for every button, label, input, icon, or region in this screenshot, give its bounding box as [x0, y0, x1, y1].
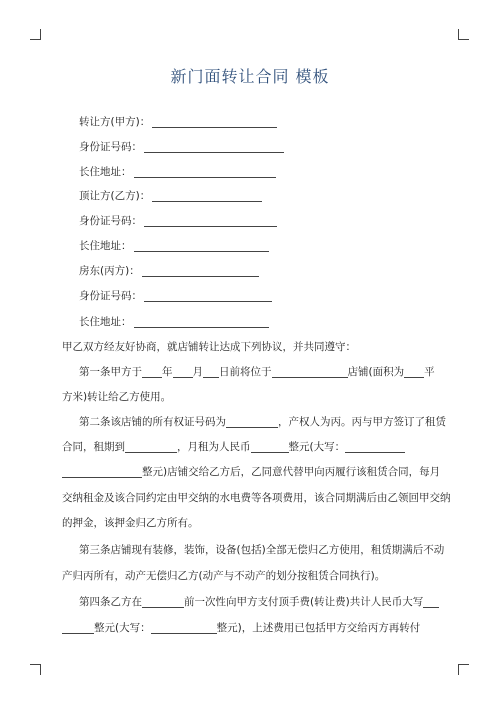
blank-line [144, 216, 277, 227]
blank-location [272, 367, 348, 378]
blank-line [134, 167, 276, 178]
blank-fee-uppercase-2 [151, 623, 217, 634]
field-label: 顶让方(乙方)： [79, 190, 151, 202]
blank-monthly-rent [251, 442, 289, 453]
blank-fee-amount [62, 623, 94, 634]
blank-day [203, 367, 219, 378]
crop-mark-bottom-left [30, 664, 41, 675]
crop-mark-bottom-right [458, 664, 469, 675]
blank-rent-uppercase [345, 442, 405, 453]
field-label: 身份证号码： [79, 215, 142, 227]
blank-month [173, 367, 193, 378]
crop-mark-top-right [458, 29, 469, 40]
field-label: 长住地址： [79, 166, 132, 178]
field-transferor-id [79, 141, 284, 153]
field-transferor-address [79, 166, 276, 178]
field-transferee [79, 190, 262, 202]
field-landlord [79, 265, 259, 277]
blank-line [144, 142, 284, 153]
blank-title-number [226, 417, 278, 428]
clause-text: 整元(大写： [288, 441, 346, 453]
field-label: 长住地址： [79, 240, 132, 252]
clause-text: ，月租为人民币 [177, 441, 251, 453]
clause-text: 整元(大写： [94, 622, 151, 634]
field-label: 身份证号码： [79, 290, 142, 302]
field-landlord-id [79, 290, 272, 302]
blank-term-end [125, 442, 177, 453]
clause-text: 第二条该店铺的所有权证号码为 [79, 416, 226, 428]
clause-text: 整元)店铺交给乙方后，乙同意代替甲向丙履行该租赁合同，每月 [142, 466, 441, 478]
clause-text: 前一次性向甲方支付顶手费(转让费)共计人民币大写 [184, 596, 424, 608]
clause-4-line-2 [62, 622, 440, 634]
field-label: 身份证号码： [79, 141, 142, 153]
blank-line [152, 117, 277, 128]
field-landlord-address [79, 316, 269, 328]
blank-area [404, 367, 424, 378]
clause-text: 整元)，上述费用已包括甲方交给丙方再转付 [216, 622, 421, 634]
field-transferee-address [79, 240, 269, 252]
clause-2-line-3 [62, 466, 440, 478]
clause-4-line-1 [79, 596, 440, 608]
clause-text: 日前将位于 [219, 366, 272, 378]
clause-3-line-2: 产归丙所有，动产无偿归乙方(动产与不动产的划分按租赁合同执行)。 [62, 570, 386, 582]
clause-2-line-2 [62, 441, 440, 453]
clause-text: 第四条乙方在 [79, 596, 142, 608]
field-label: 房东(丙方)： [79, 265, 140, 277]
clause-2-line-5: 的押金，该押金归乙方所有。 [62, 517, 199, 529]
clause-2-line-1 [79, 416, 446, 428]
blank-line [134, 241, 269, 252]
clause-text: 店铺(面积为 [347, 366, 405, 378]
crop-mark-top-left [30, 29, 41, 40]
blank-rent-uppercase-cont [62, 467, 142, 478]
clause-text: 合同，租期到 [62, 441, 125, 453]
blank-year [142, 367, 162, 378]
clause-1-line-1 [79, 366, 440, 378]
clause-3-line-1: 第三条店铺现有装修，装饰，设备(包括)全部无偿归乙方使用，租赁期满后不动 [79, 544, 445, 556]
field-label: 转让方(甲方)： [79, 116, 151, 128]
clause-text: 月 [192, 366, 203, 378]
blank-line [144, 291, 272, 302]
blank-deadline [142, 597, 184, 608]
clause-text: ，产权人为丙。丙与甲方签订了租赁 [278, 416, 446, 428]
document-title: 新门面转让合同 模板 [170, 67, 330, 86]
clause-1-line-2: 方米)转让给乙方使用。 [62, 391, 172, 403]
blank-fee-uppercase [423, 597, 439, 608]
blank-line [152, 191, 262, 202]
clause-2-line-4: 交纳租金及该合同约定由甲交纳的水电费等各项费用，该合同期满后由乙领回甲交纳 [62, 492, 451, 504]
intro-paragraph: 甲乙双方经友好协商，就店铺转让达成下列协议，并共同遵守： [62, 341, 356, 353]
field-transferee-id [79, 215, 277, 227]
blank-line [142, 266, 259, 277]
blank-line [134, 317, 269, 328]
field-transferor [79, 116, 277, 128]
clause-text: 年 [162, 366, 173, 378]
clause-text: 平 [424, 366, 435, 378]
field-label: 长住地址： [79, 316, 132, 328]
clause-text: 第一条甲方于 [79, 366, 142, 378]
